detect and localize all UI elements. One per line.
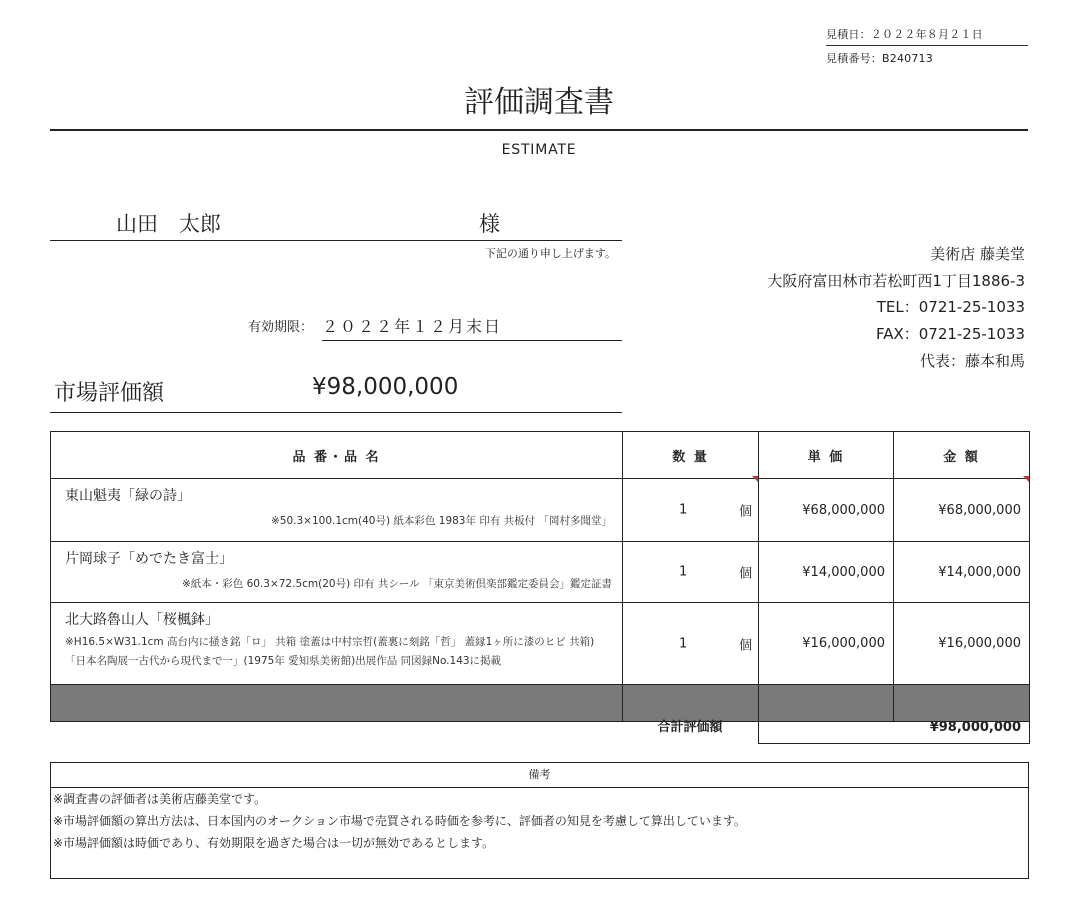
document-subtitle: ESTIMATE bbox=[501, 142, 577, 158]
unit-price-cell: ¥68,000,000 bbox=[759, 479, 894, 542]
empty-cell bbox=[51, 685, 623, 722]
item-cell bbox=[51, 542, 623, 603]
quantity-unit: 個 bbox=[738, 504, 752, 520]
header-amount: 金 額 bbox=[894, 432, 1030, 479]
market-value-amount: ¥98,000,000 bbox=[312, 374, 459, 400]
item-cell bbox=[51, 479, 623, 542]
quantity-cell bbox=[623, 542, 759, 603]
table-header-row bbox=[51, 432, 1030, 479]
shop-tel: TEL：0721-25-1033 bbox=[876, 298, 1025, 317]
amount-cell: ¥14,000,000 bbox=[894, 542, 1030, 603]
estimate-number: 見積番号：B240713 bbox=[826, 52, 933, 65]
remarks-line: ※市場評価額の算出方法は、日本国内のオークション市場で売買される時価を参考に、評価者の知見を考慮して算出しています。 bbox=[53, 814, 746, 828]
market-value-block bbox=[50, 370, 622, 413]
remarks-line: ※調査書の評価者は美術店藤美堂です。 bbox=[53, 792, 267, 806]
cell-comment-marker[interactable] bbox=[1023, 476, 1029, 482]
item-title: 北大路魯山人「桜楓鉢」 bbox=[65, 612, 219, 628]
quantity-value: 1 bbox=[679, 564, 688, 580]
quantity-value: 1 bbox=[679, 502, 688, 518]
customer-block bbox=[50, 204, 622, 241]
remarks-box bbox=[50, 762, 1029, 879]
table-row bbox=[51, 603, 1030, 685]
amount-cell: ¥68,000,000 bbox=[894, 479, 1030, 542]
quantity-cell bbox=[623, 603, 759, 685]
shop-address: 大阪府富田林市若松町西1丁目1886-3 bbox=[767, 271, 1025, 290]
header-unit-price: 単 価 bbox=[759, 432, 894, 479]
table-row bbox=[51, 479, 1030, 542]
item-title: 片岡球子「めでたき富士」 bbox=[65, 551, 233, 567]
amount-cell: ¥16,000,000 bbox=[894, 603, 1030, 685]
quantity-cell bbox=[623, 479, 759, 542]
header-item: 品 番・品 名 bbox=[51, 432, 623, 479]
shop-representative: 代表：藤本和馬 bbox=[919, 351, 1025, 370]
remarks-heading: 備考 bbox=[51, 763, 1028, 788]
remarks-line: ※市場評価額は時価であり、有効期限を過ぎた場合は一切が無効であるとします。 bbox=[53, 836, 495, 850]
item-cell bbox=[51, 603, 623, 685]
quantity-unit: 個 bbox=[738, 566, 752, 582]
customer-note: 下記の通り申し上げます。 bbox=[484, 247, 616, 260]
validity-value: ２０２２年１２月末日 bbox=[322, 314, 622, 341]
total-value: ¥98,000,000 bbox=[929, 720, 1021, 735]
table-row bbox=[51, 542, 1030, 603]
customer-honorific: 様 bbox=[479, 212, 500, 236]
quantity-value: 1 bbox=[679, 636, 688, 651]
cell-comment-marker[interactable] bbox=[752, 476, 758, 482]
document-title: 評価調査書 bbox=[50, 80, 1028, 131]
total-label: 合計評価額 bbox=[657, 720, 723, 735]
validity-label: 有効期限： bbox=[248, 320, 314, 335]
unit-price-cell: ¥16,000,000 bbox=[759, 603, 894, 685]
header-quantity: 数 量 bbox=[623, 432, 759, 479]
item-detail: ※50.3×100.1cm(40号) 紙本彩色 1983年 印有 共板付 「岡村多聞堂」 bbox=[271, 515, 612, 527]
unit-price-cell: ¥14,000,000 bbox=[759, 542, 894, 603]
quantity-unit: 個 bbox=[738, 638, 752, 653]
items-table bbox=[50, 431, 1030, 722]
item-title: 東山魁夷「緑の詩」 bbox=[65, 488, 191, 504]
market-value-label: 市場評価額 bbox=[54, 381, 165, 406]
shop-fax: FAX：0721-25-1033 bbox=[875, 325, 1025, 344]
item-detail: ※紙本・彩色 60.3×72.5cm(20号) 印有 共シール 「東京美術倶楽部鑑定委員会」鑑定証書 bbox=[181, 578, 612, 590]
total-box bbox=[758, 712, 1030, 744]
estimate-date: 見積日：２０２２年８月２１日 bbox=[826, 26, 1028, 46]
item-detail: ※H16.5×W31.1cm 高台内に掻き銘「ロ」 共箱 塗蓋は中村宗哲(蓋裏に刻銘「哲」 蓋縁1ヶ所に漆のヒビ 共箱) 「日本名陶展一古代から現代まで一」(1975年 愛知県美術館)出展作品 同図録No.143に掲載 bbox=[65, 636, 595, 667]
shop-name: 美術店 藤美堂 bbox=[930, 245, 1025, 263]
customer-name: 山田 太郎 bbox=[116, 212, 221, 236]
shop-info bbox=[767, 241, 1025, 375]
